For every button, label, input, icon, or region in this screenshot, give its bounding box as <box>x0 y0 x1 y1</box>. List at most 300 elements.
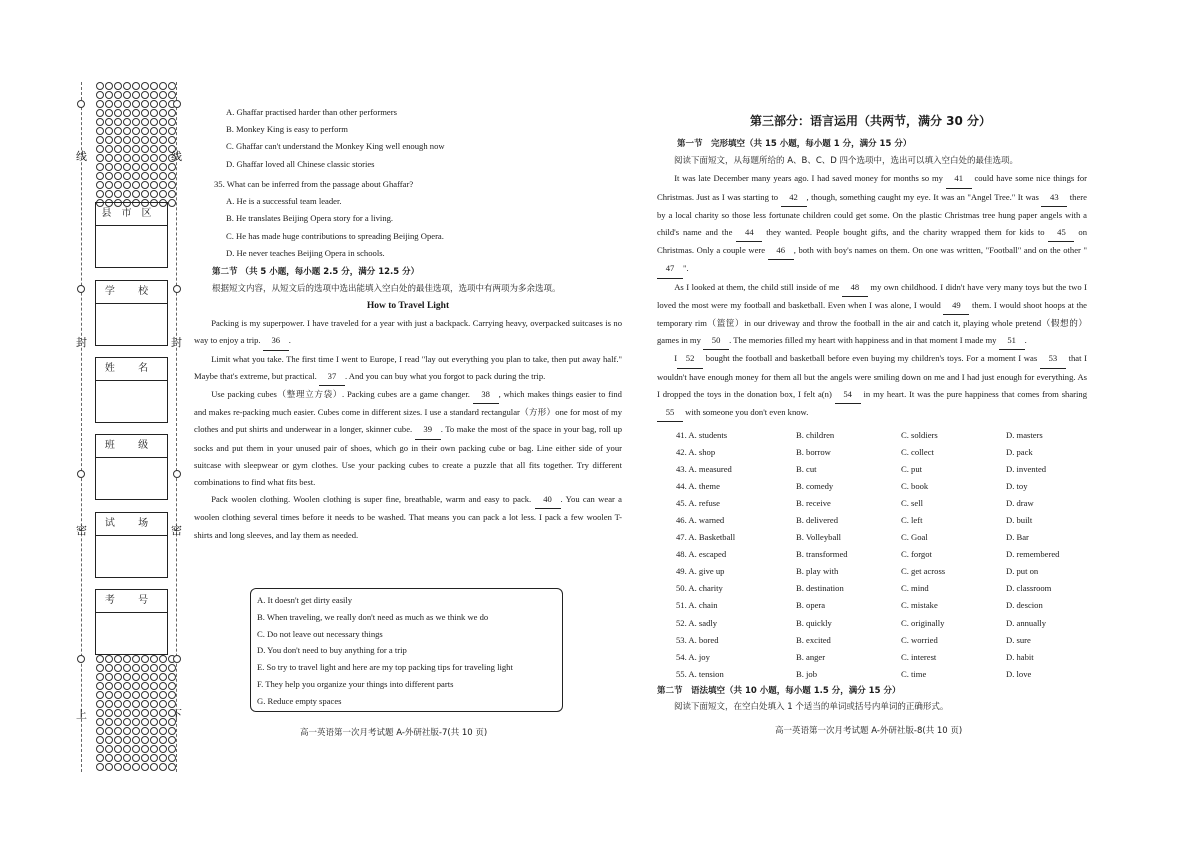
binding-dot <box>159 709 167 717</box>
option-cell[interactable]: D. classroom <box>1006 583 1052 594</box>
field-exam-room[interactable] <box>95 512 168 578</box>
binding-dot <box>96 727 104 735</box>
blank-46[interactable]: 46 <box>768 242 794 260</box>
punch-hole <box>173 655 181 663</box>
option-line: F. They help you organize your things into different parts <box>257 678 454 689</box>
binding-dot <box>105 664 113 672</box>
field-county[interactable] <box>95 202 168 268</box>
binding-dot <box>114 145 122 153</box>
binding-dot <box>150 190 158 198</box>
binding-dot <box>159 718 167 726</box>
option-row <box>676 649 1096 666</box>
binding-dot <box>159 754 167 762</box>
option-cell[interactable]: C. worried <box>901 634 938 645</box>
section-instruction: 阅读下面短文，在空白处填入 1 个适当的单词或括号内单词的正确形式。 <box>674 702 949 712</box>
option-row <box>676 495 1096 512</box>
blank-44[interactable]: 44 <box>736 224 762 242</box>
blank-53[interactable]: 53 <box>1040 350 1066 368</box>
binding-dot <box>105 709 113 717</box>
option-cell[interactable]: D. remembered <box>1006 549 1060 560</box>
blank-45[interactable]: 45 <box>1048 224 1074 242</box>
option-row <box>676 615 1096 632</box>
cut-char: 上 <box>76 708 87 721</box>
option-cell[interactable]: D. descion <box>1006 600 1043 611</box>
paragraph: As I looked at them, the child still inside of me 48 my own childhood. I didn't have very many toys but the two I loved the most were my football and basketball. Even when I was alone, I would 49 them. I would shoot hoops at the temporary rim（篮筐）in our driveway and throw the football in the air and catch it, playing whole pretend（假想的）games in my 50 . The memories filled my heart with happiness and in that moment I made my 51 . <box>657 279 1087 351</box>
punch-hole <box>77 100 85 108</box>
binding-dot <box>105 754 113 762</box>
option-cell[interactable]: B. delivered <box>796 515 838 526</box>
option-cell[interactable]: B. transformed <box>796 549 848 560</box>
blank-43[interactable]: 43 <box>1041 189 1067 207</box>
binding-dot <box>114 709 122 717</box>
binding-dot <box>105 127 113 135</box>
option-cell[interactable]: B. quickly <box>796 617 832 628</box>
binding-dot <box>105 100 113 108</box>
binding-dot <box>96 709 104 717</box>
option-line: B. He translates Beijing Opera story for a living. <box>226 213 394 224</box>
binding-dot <box>150 82 158 90</box>
section-instruction: 阅读下面短文，从每题所给的 A、B、C、D 四个选项中，选出可以填入空白处的最佳选项。 <box>674 156 1019 167</box>
binding-dot <box>150 664 158 672</box>
binding-dot <box>159 763 167 771</box>
option-cell[interactable]: D. put on <box>1006 566 1039 577</box>
binding-dot <box>132 118 140 126</box>
blank-39[interactable]: 39 <box>415 421 441 439</box>
binding-dot <box>114 727 122 735</box>
option-cell[interactable]: 51. A. chain <box>676 600 718 611</box>
paragraph: Pack woolen clothing. Woolen clothing is super fine, breathable, warm and easy to pack. 40 . You can wear a woolen clothing several times before it needs to be washed. That means you can pack a lot less. I pack a few woolen T-shirts and long sleeves, and lay them as needed. <box>194 491 622 544</box>
left-page-top <box>226 104 622 173</box>
option-cell[interactable]: C. soldiers <box>901 430 938 440</box>
binding-dot <box>123 91 131 99</box>
option-row <box>676 427 1096 444</box>
option-cell[interactable]: D. toy <box>1006 481 1028 492</box>
option-cell[interactable]: 52. A. sadly <box>676 617 718 628</box>
option-cell[interactable]: 45. A. refuse <box>676 498 720 509</box>
binding-dot <box>132 100 140 108</box>
option-line: E. So try to travel light and here are my top packing tips for traveling light <box>257 662 513 673</box>
binding-dot <box>96 100 104 108</box>
option-cell[interactable]: B. children <box>796 430 835 440</box>
binding-dot <box>114 82 122 90</box>
paragraph: Use packing cubes（整理立方袋）. Packing cubes are a game changer. 38 , which makes things easier to find and makes re-packing much easier. Cubes come in different sizes. I use a standard rectangular（方形）one for most of my clothes and put shirts and underwear in a longer, skinner cube. 39 . To make the most of the space in your bag, roll up socks and put them in your unused pair of shoes, which go in their own packing cube or bag. Line either side of your suitcase with sleepwear or gym clothes. Use your packing cubes to create a puzzle that all fits together. Try different combinations to find what fits best. <box>194 386 622 491</box>
binding-dot <box>159 700 167 708</box>
binding-dot <box>105 109 113 117</box>
blank-51[interactable]: 51 <box>999 332 1025 350</box>
blank-37[interactable]: 37 <box>319 368 345 386</box>
option-cell[interactable]: C. forgot <box>901 549 932 560</box>
option-cell[interactable]: C. left <box>901 515 923 526</box>
option-row <box>676 512 1096 529</box>
option-cell[interactable]: 47. A. Basketball <box>676 532 736 543</box>
binding-dot <box>150 745 158 753</box>
binding-dot <box>105 172 113 180</box>
field-class[interactable] <box>95 434 168 500</box>
binding-dot <box>150 718 158 726</box>
binding-dot <box>105 181 113 189</box>
option-cell[interactable]: C. get across <box>901 566 946 577</box>
option-cell[interactable]: 42. A. shop <box>676 447 716 458</box>
binding-dot <box>141 745 149 753</box>
option-cell[interactable]: D. love <box>1006 668 1032 679</box>
binding-dot <box>150 763 158 771</box>
section-heading: 第一节 完形填空（共 15 小题，每小题 1 分，满分 15 分） <box>677 139 912 149</box>
binding-dot <box>123 127 131 135</box>
option-line: D. Ghaffar loved all Chinese classic stories <box>226 158 375 169</box>
blank-54[interactable]: 54 <box>835 386 861 404</box>
option-cell[interactable]: B. borrow <box>796 447 831 458</box>
paragraph: It was late December many years ago. I had saved money for months so my 41 could have some nice things for Christmas. Just as I was starting to 42 , though, something caught my eye. It was an "Angel Tree." It was 43 there by a local charity so those less fortunate children could get some. On the plastic Christmas tree hung paper angels with a child's name and the 44 they wanted. People bought gifts, and the charity wrapped them for kids to 45 on Christmas. Only a couple were 46 , both with boy's names on them. On one was written, "Football" and on the other "47 ". <box>657 170 1087 278</box>
binding-dot <box>159 664 167 672</box>
binding-dot <box>96 682 104 690</box>
punch-hole <box>173 285 181 293</box>
part3-title: 第三部分：语言运用（共两节，满分 30 分） <box>750 114 992 128</box>
paragraph: Packing is my superpower. I have traveled for a year with just a backpack. Carrying heavy, overpacked suitcases is no way to enjoy a trip. 36 . <box>194 315 622 350</box>
binding-dot <box>141 91 149 99</box>
binding-dot <box>96 91 104 99</box>
binding-dot <box>114 127 122 135</box>
passage-block <box>194 264 622 544</box>
option-cell[interactable]: D. pack <box>1006 447 1033 458</box>
option-cell[interactable]: 46. A. warned <box>676 515 725 526</box>
binding-dot <box>159 682 167 690</box>
binding-dot <box>150 181 158 189</box>
option-cell[interactable]: D. draw <box>1006 498 1034 509</box>
passage-title: How to Travel Light <box>366 301 450 311</box>
binding-dot <box>96 664 104 672</box>
option-cell[interactable]: C. Goal <box>901 532 928 543</box>
binding-dot <box>168 664 176 672</box>
binding-dot <box>123 682 131 690</box>
binding-dot <box>123 109 131 117</box>
binding-dot <box>96 691 104 699</box>
cut-char: 密 <box>76 524 87 537</box>
binding-dot <box>105 718 113 726</box>
option-cell[interactable]: C. mind <box>901 583 929 594</box>
field-exam-number[interactable] <box>95 589 168 655</box>
binding-dot <box>105 727 113 735</box>
binding-dot <box>114 745 122 753</box>
binding-dot <box>123 700 131 708</box>
binding-dot <box>159 91 167 99</box>
binding-dot <box>150 145 158 153</box>
field-label: 县市区 <box>96 203 167 226</box>
option-line: C. Do not leave out necessary things <box>257 628 383 639</box>
right-cut-line <box>176 82 177 772</box>
option-cell[interactable]: B. Volleyball <box>796 532 842 543</box>
option-line: B. Monkey King is easy to perform <box>226 124 348 135</box>
binding-dot <box>150 100 158 108</box>
binding-dot <box>150 691 158 699</box>
binding-dot <box>96 109 104 117</box>
blank-48[interactable]: 48 <box>842 279 868 297</box>
binding-dot <box>168 745 176 753</box>
binding-dot <box>105 91 113 99</box>
cut-char: 密 <box>171 524 182 537</box>
option-cell[interactable]: D. annually <box>1006 617 1047 628</box>
binding-dot <box>159 154 167 162</box>
binding-dot <box>141 118 149 126</box>
blank-55[interactable]: 55 <box>657 404 683 422</box>
option-cell[interactable]: C. put <box>901 464 923 475</box>
binding-dot <box>159 745 167 753</box>
option-cell[interactable]: 53. A. bored <box>676 634 719 645</box>
option-cell[interactable]: D. invented <box>1006 464 1047 475</box>
binding-dot <box>132 91 140 99</box>
binding-dot <box>141 664 149 672</box>
binding-dot <box>141 673 149 681</box>
punch-hole <box>77 655 85 663</box>
option-cell[interactable]: 49. A. give up <box>676 566 725 577</box>
binding-dot <box>114 172 122 180</box>
option-cell[interactable]: D. built <box>1006 515 1033 526</box>
binding-dot <box>168 91 176 99</box>
paragraph: Limit what you take. The first time I went to Europe, I read "lay out everything you plan to take, then put away half." Maybe that's extreme, but practical. 37 . And you can buy what you forgot to pack during the trip. <box>194 351 622 386</box>
binding-dot <box>141 190 149 198</box>
binding-dot <box>150 91 158 99</box>
option-cell[interactable]: 48. A. escaped <box>676 549 727 560</box>
option-cell[interactable]: B. cut <box>796 464 817 475</box>
binding-dot <box>96 163 104 171</box>
option-row <box>676 632 1096 649</box>
binding-dot <box>159 655 167 663</box>
binding-dot <box>141 136 149 144</box>
binding-dot <box>132 763 140 771</box>
binding-dot <box>123 736 131 744</box>
binding-dot <box>141 82 149 90</box>
dot-grid-bottom <box>96 655 174 771</box>
binding-dot <box>168 109 176 117</box>
binding-dot <box>123 691 131 699</box>
binding-dot <box>132 172 140 180</box>
binding-dot <box>132 82 140 90</box>
binding-dot <box>150 673 158 681</box>
option-row <box>676 444 1096 461</box>
binding-dot <box>141 145 149 153</box>
binding-dot <box>141 181 149 189</box>
blank-42[interactable]: 42 <box>781 189 807 207</box>
binding-dot <box>132 181 140 189</box>
binding-dot <box>132 136 140 144</box>
binding-dot <box>141 736 149 744</box>
field-school[interactable] <box>95 280 168 346</box>
binding-dot <box>123 664 131 672</box>
cut-char: 下 <box>171 708 182 721</box>
field-label: 班 级 <box>96 435 167 458</box>
option-cell[interactable]: C. mistake <box>901 600 938 611</box>
binding-dot <box>105 682 113 690</box>
binding-dot <box>159 127 167 135</box>
binding-dot <box>141 718 149 726</box>
option-cell[interactable]: B. play with <box>796 566 839 577</box>
dot-grid-top <box>96 82 174 207</box>
binding-dot <box>105 145 113 153</box>
binding-dot <box>168 754 176 762</box>
binding-dot <box>114 136 122 144</box>
binding-dot <box>150 118 158 126</box>
binding-dot <box>105 700 113 708</box>
option-cell[interactable]: 44. A. theme <box>676 481 720 492</box>
binding-dot <box>159 136 167 144</box>
binding-dot <box>123 145 131 153</box>
option-row <box>676 461 1096 478</box>
binding-dot <box>96 655 104 663</box>
option-cell[interactable]: B. job <box>796 668 818 679</box>
binding-dot <box>96 673 104 681</box>
blank-36[interactable]: 36 <box>263 332 289 350</box>
binding-dot <box>132 145 140 153</box>
option-cell[interactable]: C. originally <box>901 617 945 628</box>
option-cell[interactable]: C. collect <box>901 447 934 458</box>
option-cell[interactable]: C. book <box>901 481 929 492</box>
binding-dot <box>159 736 167 744</box>
section-heading: 第二节 （共 5 小题，每小题 2.5 分，满分 12.5 分） <box>212 267 420 277</box>
binding-dot <box>168 181 176 189</box>
binding-dot <box>105 82 113 90</box>
binding-dot <box>123 709 131 717</box>
option-cell[interactable]: 55. A. tension <box>676 668 724 679</box>
field-name[interactable] <box>95 357 168 423</box>
page-footer-right: 高一英语第一次月考试题 A-外研社版-8(共 10 页) <box>775 726 963 736</box>
binding-dot <box>123 82 131 90</box>
binding-dot <box>132 154 140 162</box>
blank-52[interactable]: 52 <box>677 350 703 368</box>
option-line: G. Reduce empty spaces <box>257 695 342 706</box>
cut-char: 线 <box>171 150 182 163</box>
binding-dot <box>150 700 158 708</box>
binding-dot <box>123 673 131 681</box>
binding-dot <box>132 709 140 717</box>
paragraph: I 52 bought the football and basketball before even buying my children's toys. For a moment I was 53 that I wouldn't have enough money for them all but the angels were smiling down on me and I had just enough for everything. As I dropped the toys in the donation box, I felt a(n) 54 in my heart. It was the pure happiness that comes from sharing 55 with someone you don't even know. <box>657 350 1087 422</box>
binding-dot <box>96 700 104 708</box>
binding-dot <box>114 682 122 690</box>
blank-47[interactable]: 47 <box>657 260 683 278</box>
page-footer-left: 高一英语第一次月考试题 A-外研社版-7(共 10 页) <box>300 728 488 738</box>
option-cell[interactable]: B. opera <box>796 600 826 611</box>
binding-dot <box>123 181 131 189</box>
binding-dot <box>114 163 122 171</box>
blank-50[interactable]: 50 <box>703 332 729 350</box>
grammar-section <box>657 683 1087 715</box>
binding-dot <box>141 700 149 708</box>
binding-dot <box>159 163 167 171</box>
option-cell[interactable]: B. excited <box>796 634 831 645</box>
binding-dot <box>159 691 167 699</box>
option-cell[interactable]: 43. A. measured <box>676 464 732 475</box>
binding-dot <box>96 718 104 726</box>
option-cell[interactable]: 50. A. charity <box>676 583 723 594</box>
binding-dot <box>159 727 167 735</box>
binding-dot <box>132 736 140 744</box>
binding-dot <box>150 754 158 762</box>
binding-dot <box>141 172 149 180</box>
option-cell[interactable]: B. destination <box>796 583 844 594</box>
option-cell[interactable]: B. comedy <box>796 481 834 492</box>
field-label: 试 场 <box>96 513 167 536</box>
blank-38[interactable]: 38 <box>473 386 499 404</box>
option-cell[interactable]: 54. A. joy <box>676 651 710 662</box>
binding-dot <box>96 127 104 135</box>
binding-dot <box>159 673 167 681</box>
binding-dot <box>168 673 176 681</box>
option-row <box>676 529 1096 546</box>
binding-dot <box>168 682 176 690</box>
binding-dot <box>123 163 131 171</box>
option-line: C. Ghaffar can't understand the Monkey King well enough now <box>226 141 445 152</box>
binding-dot <box>114 754 122 762</box>
option-cell[interactable]: D. habit <box>1006 651 1034 662</box>
option-cell[interactable]: C. interest <box>901 651 937 662</box>
binding-dot <box>123 763 131 771</box>
binding-dot <box>114 736 122 744</box>
binding-dot <box>132 745 140 753</box>
option-cell[interactable]: D. sure <box>1006 634 1031 645</box>
q35-block <box>214 176 622 262</box>
option-line: D. He never teaches Beijing Opera in schools. <box>226 247 385 258</box>
binding-dot <box>141 100 149 108</box>
binding-dot <box>105 154 113 162</box>
blank-40[interactable]: 40 <box>535 491 561 509</box>
binding-dot <box>159 172 167 180</box>
binding-dot <box>105 736 113 744</box>
binding-dot <box>123 718 131 726</box>
cut-char: 封 <box>76 336 87 349</box>
binding-dot <box>132 127 140 135</box>
option-line: A. It doesn't get dirty easily <box>257 595 353 605</box>
binding-dot <box>141 154 149 162</box>
field-label: 考 号 <box>96 590 167 613</box>
option-cell[interactable]: C. sell <box>901 498 923 509</box>
binding-dot <box>150 682 158 690</box>
option-cell[interactable]: D. masters <box>1006 430 1043 440</box>
binding-dot <box>114 691 122 699</box>
binding-dot <box>132 655 140 663</box>
punch-hole <box>77 470 85 478</box>
binding-dot <box>114 109 122 117</box>
blank-49[interactable]: 49 <box>943 297 969 315</box>
blank-41[interactable]: 41 <box>946 170 972 188</box>
option-cell[interactable]: B. anger <box>796 651 826 662</box>
binding-dot <box>96 154 104 162</box>
binding-dot <box>96 118 104 126</box>
option-row <box>676 546 1096 563</box>
binding-dot <box>150 154 158 162</box>
binding-dot <box>141 109 149 117</box>
binding-dot <box>150 136 158 144</box>
binding-dot <box>159 145 167 153</box>
binding-dot <box>123 100 131 108</box>
binding-dot <box>114 100 122 108</box>
binding-dot <box>96 136 104 144</box>
options-table <box>676 427 1096 683</box>
option-cell[interactable]: C. time <box>901 668 927 679</box>
binding-dot <box>132 673 140 681</box>
option-cell[interactable]: B. receive <box>796 498 831 509</box>
cut-char: 线 <box>76 150 87 163</box>
binding-dot <box>132 109 140 117</box>
binding-dot <box>105 673 113 681</box>
binding-dot <box>141 682 149 690</box>
option-cell[interactable]: 41. A. students <box>676 430 728 440</box>
binding-dot <box>132 700 140 708</box>
option-row <box>676 597 1096 614</box>
cut-char: 封 <box>171 336 182 349</box>
binding-dot <box>114 181 122 189</box>
binding-dot <box>168 127 176 135</box>
option-cell[interactable]: D. Bar <box>1006 532 1029 543</box>
binding-dot <box>96 745 104 753</box>
binding-dot <box>159 109 167 117</box>
